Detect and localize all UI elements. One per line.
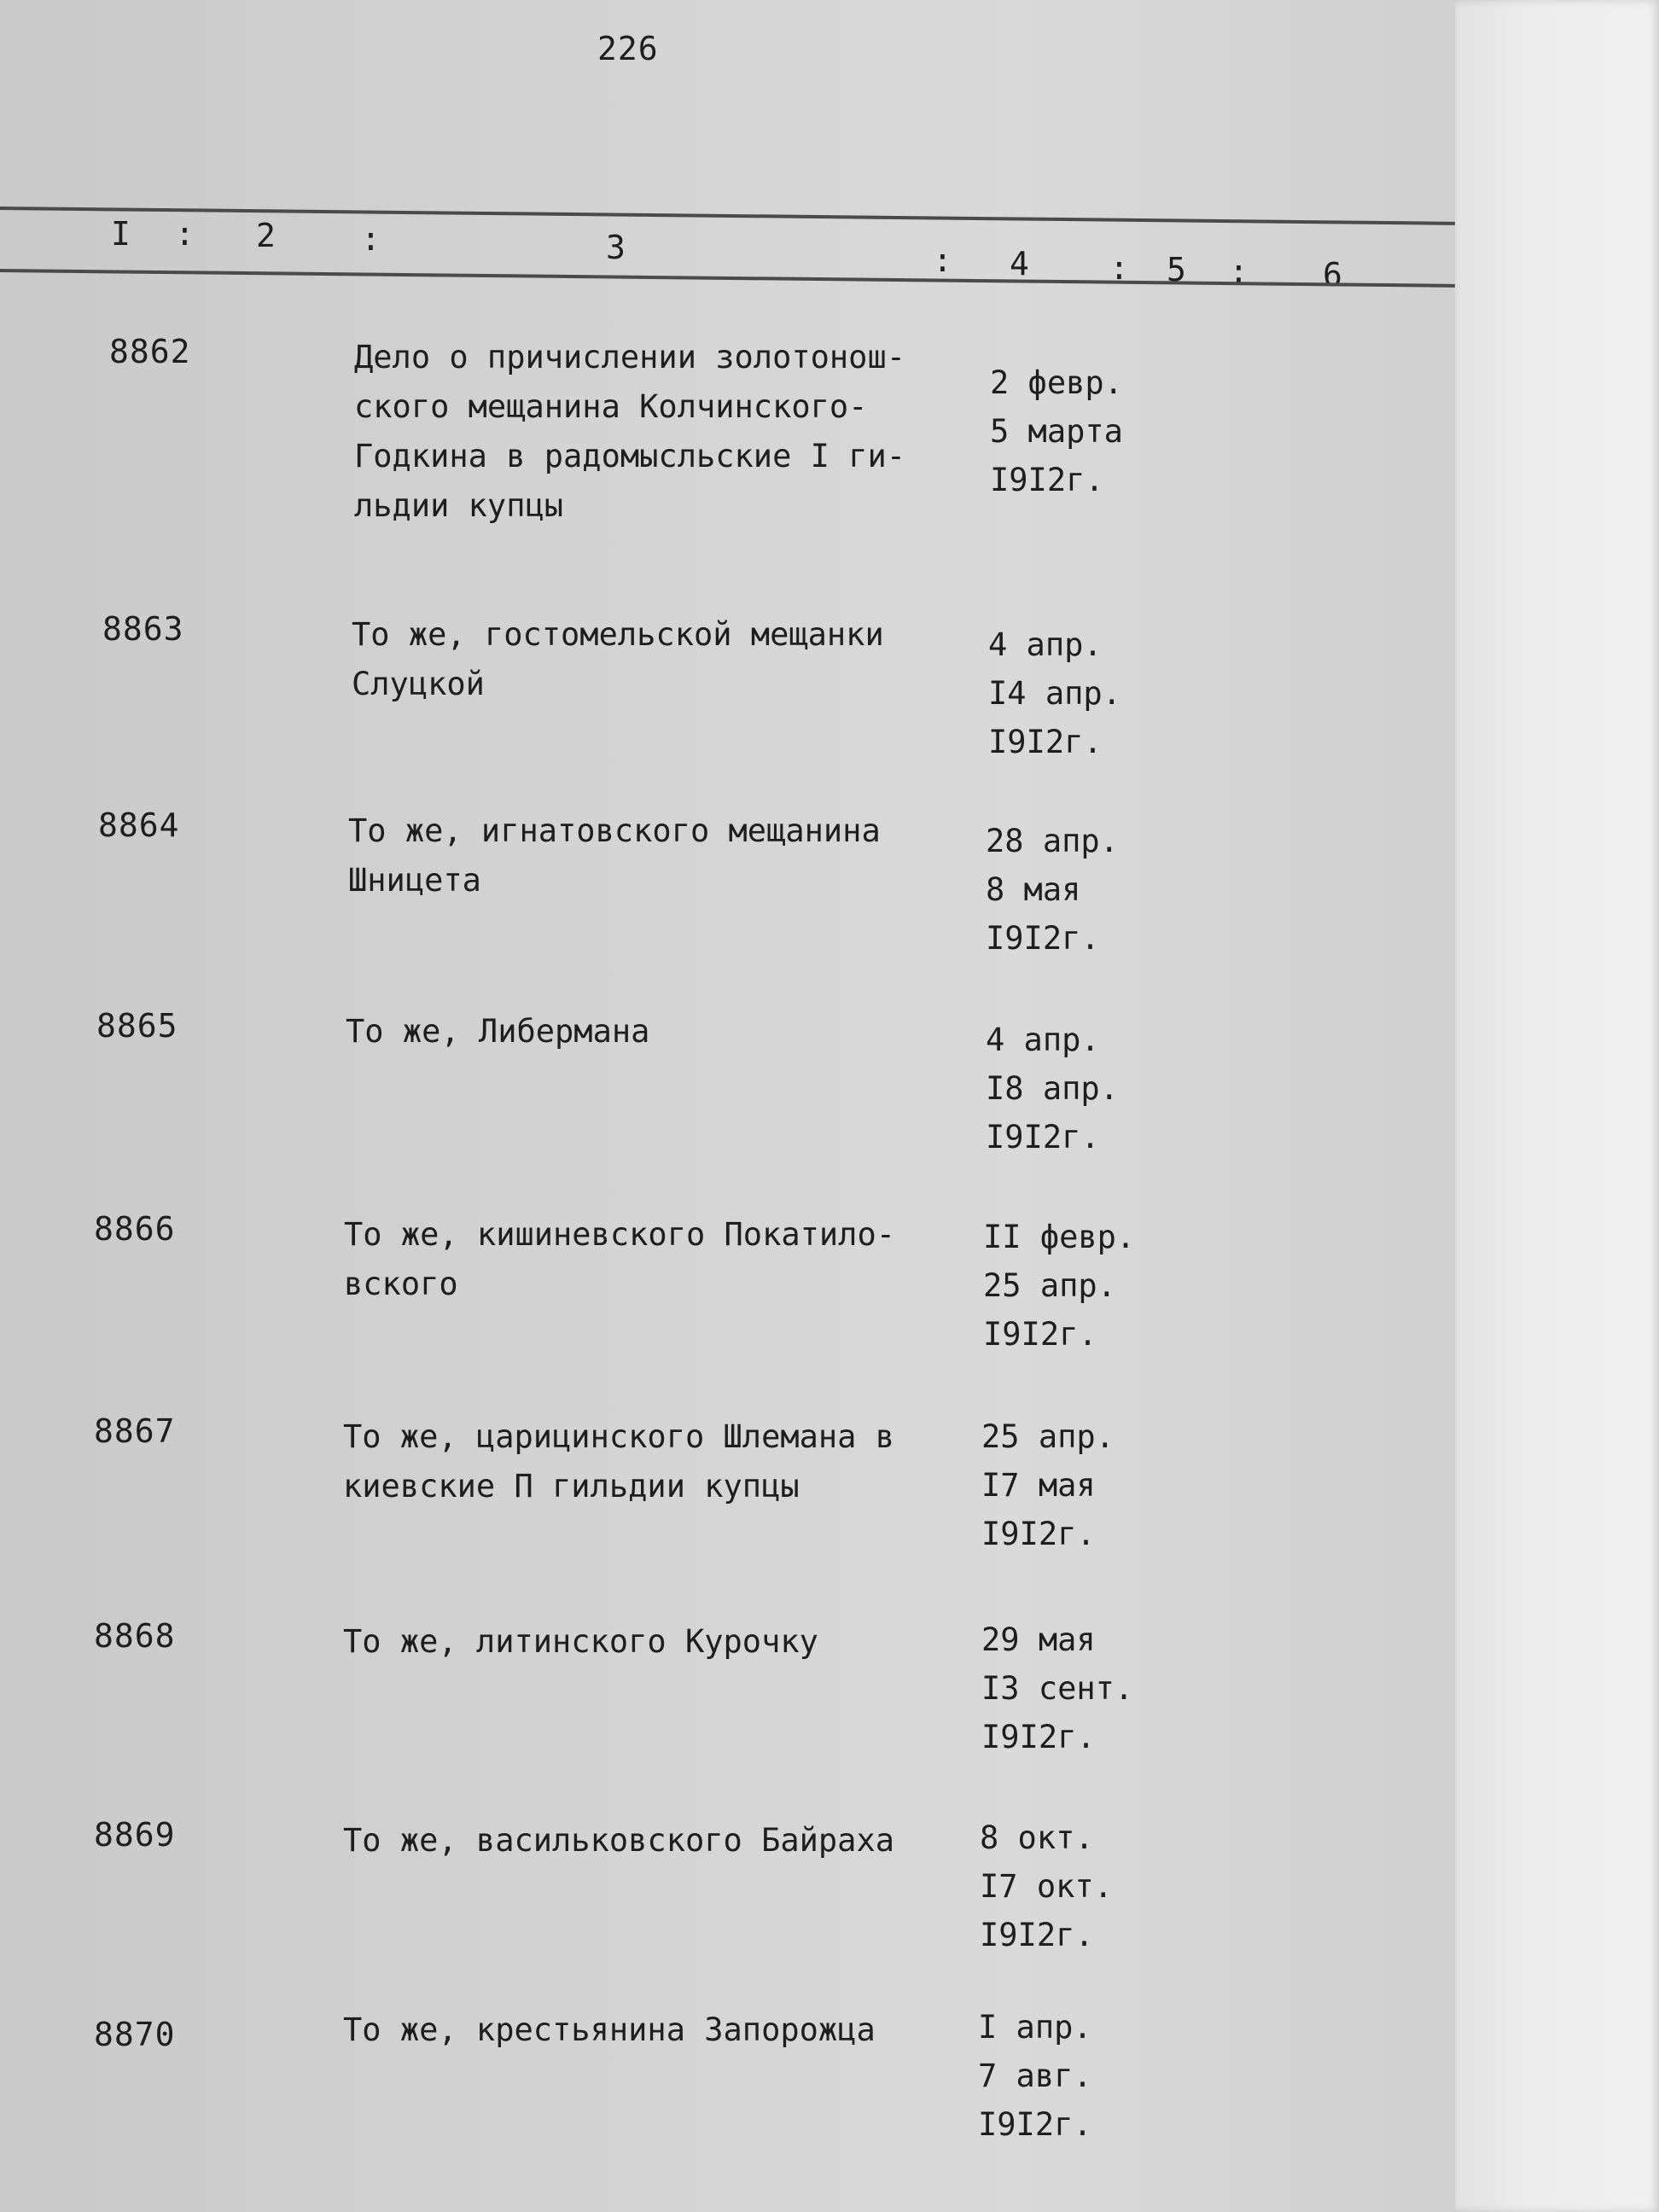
table-row xyxy=(0,610,1455,806)
row-description: То же, гостомельской мещанки Слуцкой xyxy=(352,616,884,702)
paper-edge-background xyxy=(1455,0,1659,2212)
row-number: 8870 xyxy=(94,2016,176,2053)
row-number: 8865 xyxy=(96,1007,178,1045)
row-description: То же, кишиневского Покатило- вского xyxy=(344,1216,896,1302)
column-header-4: 4 xyxy=(1010,245,1029,282)
row-description: То же, литинского Курочку xyxy=(343,1623,818,1660)
column-header-3: 3 xyxy=(606,229,626,266)
row-dates: 8 окт. I7 окт. I9I2г. xyxy=(980,1819,1113,1953)
table-row xyxy=(0,333,1455,529)
row-number: 8862 xyxy=(109,333,191,370)
row-dates: II февр. 25 апр. I9I2г. xyxy=(983,1219,1136,1353)
row-dates: 4 апр. I4 апр. I9I2г. xyxy=(988,626,1121,760)
table-row xyxy=(0,1412,1455,1609)
column-separator: : xyxy=(361,220,381,258)
table-row xyxy=(0,1617,1455,1813)
row-description: То же, Либермана xyxy=(346,1013,650,1050)
row-number: 8867 xyxy=(94,1412,176,1450)
row-description: То же, крестьянина Запорожца xyxy=(343,2011,876,2048)
row-number: 8864 xyxy=(98,806,180,844)
column-header-6: 6 xyxy=(1323,256,1342,294)
column-separator: : xyxy=(175,215,195,253)
row-description: То же, игнатовского мещанина Шницета xyxy=(348,812,881,899)
page-number: 226 xyxy=(597,30,659,67)
column-separator: : xyxy=(933,242,952,279)
column-header-2: 2 xyxy=(256,217,276,254)
row-description: То же, царицинского Шлемана в киевские П гильдии купцы xyxy=(343,1418,895,1505)
table-row xyxy=(0,1816,1455,2012)
column-header-1: I xyxy=(111,215,131,253)
row-dates: I апр. 7 авг. I9I2г. xyxy=(978,2009,1092,2143)
table-row xyxy=(0,1210,1455,1406)
row-description: То же, васильковского Байраха xyxy=(343,1822,895,1859)
header-rule-top xyxy=(0,207,1455,225)
table-row xyxy=(0,2009,1455,2212)
row-number: 8869 xyxy=(94,1816,176,1854)
table-row xyxy=(0,806,1455,1003)
row-description: Дело о причислении золотонош- ского мещанина Колчинского- Годкина в радомысльские I ги- льдии купцы xyxy=(354,339,906,524)
row-number: 8866 xyxy=(94,1210,176,1248)
row-dates: 2 февр. 5 марта I9I2г. xyxy=(990,364,1123,498)
row-dates: 4 апр. I8 апр. I9I2г. xyxy=(986,1022,1119,1155)
row-number: 8863 xyxy=(102,610,184,648)
row-dates: 28 апр. 8 мая I9I2г. xyxy=(986,823,1119,957)
table-row xyxy=(0,1007,1455,1203)
column-separator: : xyxy=(1229,253,1249,290)
row-dates: 25 апр. I7 мая I9I2г. xyxy=(981,1418,1115,1552)
row-number: 8868 xyxy=(94,1617,176,1655)
column-separator: : xyxy=(1109,249,1129,287)
column-header-5: 5 xyxy=(1167,251,1186,288)
row-dates: 29 мая I3 сент. I9I2г. xyxy=(981,1621,1134,1755)
